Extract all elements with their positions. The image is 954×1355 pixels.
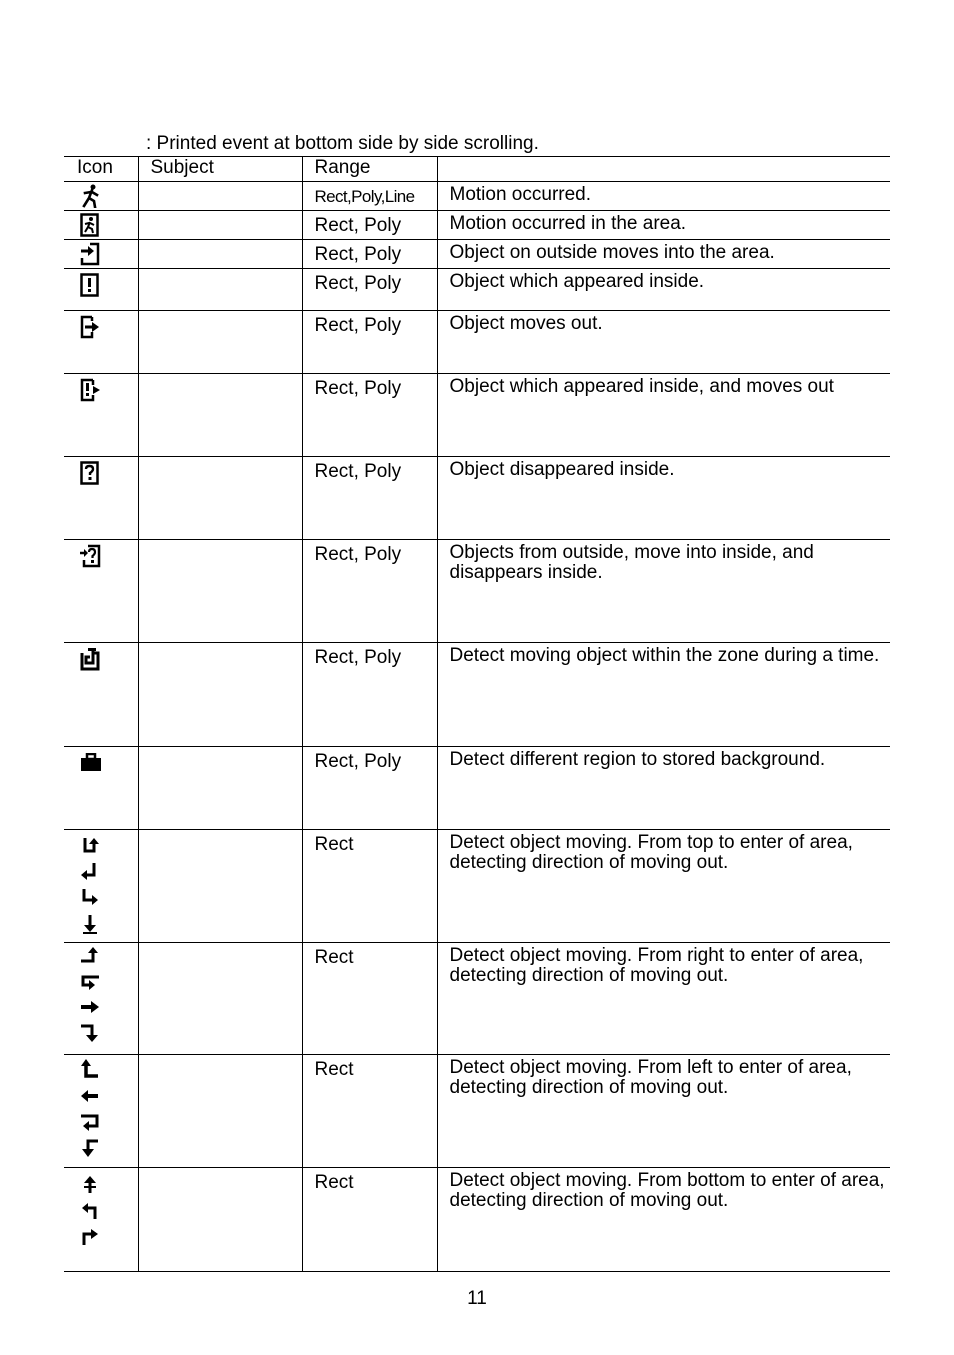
subject-cell [138,240,302,269]
table-row [64,457,890,540]
range-cell: Rect, Poly [302,643,437,747]
table-row [64,211,890,240]
range-cell: Rect [302,943,437,1055]
table-row [64,182,890,211]
description-cell: Detect object moving. From right to enter of area, detecting direction of moving out. [437,943,890,1055]
description-cell: Detect object moving. From bottom to enter of area, detecting direction of moving out. [437,1168,890,1272]
header-description [437,157,890,182]
event-icon-table [64,156,890,1272]
table-row [64,1168,890,1272]
top-up-turn-icon [80,836,100,856]
table-row [64,830,890,943]
description-cell: Detect different region to stored background. [437,747,890,830]
description-cell: Detect moving object within the zone during a time. [437,643,890,747]
bottom-left-icon [80,1200,100,1220]
description-cell: Objects from outside, move into inside, and disappears inside. [437,540,890,643]
table-row [64,269,890,311]
range-cell: Rect [302,1168,437,1272]
subject-cell [138,182,302,211]
range-cell: Rect [302,1055,437,1168]
range-cell: Rect, Poly [302,747,437,830]
disappear-inside-icon [80,461,100,485]
top-right-icon [80,888,100,908]
description-cell: Motion occurred. [437,182,890,211]
left-back-icon [80,1086,100,1106]
right-through-icon [80,997,100,1017]
enter-area-icon [80,242,100,266]
subject-cell [138,211,302,240]
subject-cell [138,747,302,830]
right-up-icon [80,945,100,965]
description-cell: Object moves out. [437,311,890,374]
move-out-icon [80,315,100,339]
enter-disappear-icon [80,544,102,568]
description-cell: Object disappeared inside. [437,457,890,540]
table-header-row [64,157,890,182]
description-cell: Motion occurred in the area. [437,211,890,240]
table-row [64,374,890,457]
header-subject: Subject [138,157,302,182]
subject-cell [138,374,302,457]
left-down-icon [80,1138,100,1158]
description-cell: Object which appeared inside, and moves out [437,374,890,457]
range-cell: Rect,Poly,Line [302,182,437,211]
range-cell: Rect, Poly [302,240,437,269]
description-cell: Detect object moving. From top to enter of area, detecting direction of moving out. [437,830,890,943]
range-cell: Rect, Poly [302,269,437,311]
table-row [64,540,890,643]
subject-cell [138,311,302,374]
right-return-icon [80,971,100,991]
loiter-icon [80,647,100,671]
subject-cell [138,457,302,540]
header-icon: Icon [64,157,138,182]
range-cell: Rect, Poly [302,311,437,374]
subject-cell [138,1168,302,1272]
appear-inside-icon [80,273,100,297]
range-cell: Rect [302,830,437,943]
table-caption: : Printed event at bottom side by side scrolling. [146,133,539,154]
running-person-icon [80,184,102,208]
description-cell: Detect object moving. From left to enter of area, detecting direction of moving out. [437,1055,890,1168]
range-cell: Rect, Poly [302,211,437,240]
right-down-icon [80,1023,100,1043]
bottom-right-icon [80,1226,100,1246]
appear-move-out-icon [80,378,102,402]
subject-cell [138,943,302,1055]
bottom-up-icon [80,1174,100,1194]
table-row [64,643,890,747]
range-cell: Rect, Poly [302,540,437,643]
left-up-icon [80,1058,100,1080]
briefcase-icon [80,753,102,773]
subject-cell [138,540,302,643]
table-row [64,311,890,374]
description-cell: Object which appeared inside. [437,269,890,311]
subject-cell [138,269,302,311]
subject-cell [138,830,302,943]
description-cell: Object on outside moves into the area. [437,240,890,269]
table-row [64,747,890,830]
table-row [64,943,890,1055]
table-row [64,240,890,269]
left-return-icon [80,1112,100,1132]
subject-cell [138,643,302,747]
page-number: 11 [467,1288,487,1309]
table-row [64,1055,890,1168]
top-left-icon [80,862,100,882]
subject-cell [138,1055,302,1168]
range-cell: Rect, Poly [302,374,437,457]
range-cell: Rect, Poly [302,457,437,540]
header-range: Range [302,157,437,182]
top-down-icon [80,914,100,934]
person-in-area-icon [80,213,100,237]
